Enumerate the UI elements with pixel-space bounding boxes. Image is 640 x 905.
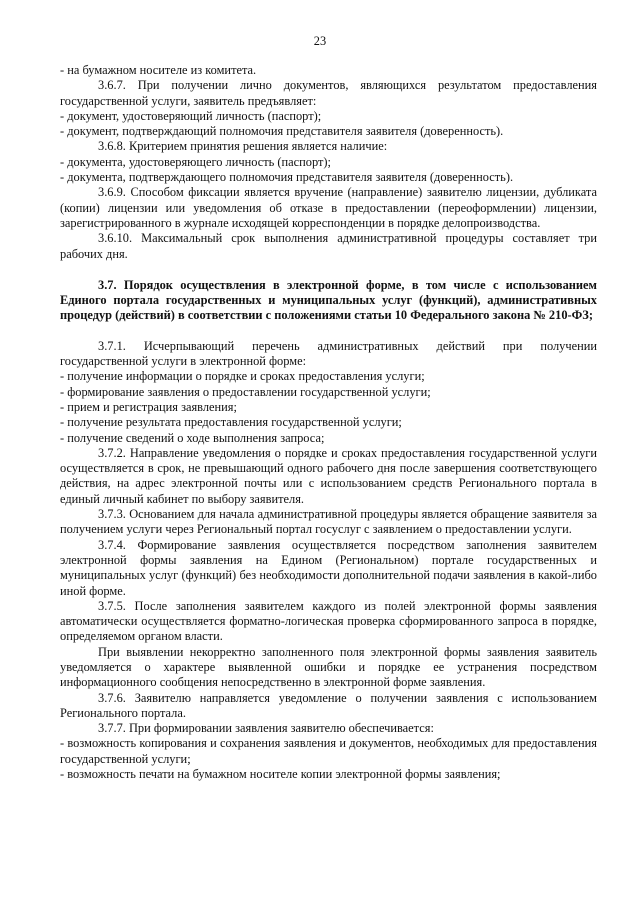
paragraph: - получение сведений о ходе выполнения запроса; — [60, 430, 325, 445]
paragraph: - документ, подтверждающий полномочия представителя заявителя (доверенность). — [60, 124, 504, 139]
paragraph: 3.7.1. Исчерпывающий перечень административных действий при получении государственной услуги в электронной форме: — [60, 338, 597, 369]
paragraph: - документа, удостоверяющего личность (паспорт); — [60, 154, 331, 169]
paragraph: - документ, удостоверяющий личность (паспорт); — [60, 108, 322, 123]
paragraph: 3.6.8. Критерием принятия решения является наличие: — [98, 139, 388, 154]
paragraph: - формирование заявления о предоставлении государственной услуги; — [60, 384, 431, 399]
spacer — [60, 262, 597, 278]
paragraph: 3.7.6. Заявителю направляется уведомление о получении заявления с использованием Регионального портала. — [60, 690, 597, 720]
section-3-7-block — [60, 339, 597, 783]
paragraph: При выявлении некорректно заполненного поля электронной формы заявления заявитель уведомляется о характере выявленной ошибки и порядке ее устранения посредством информационного сообщения непосредственно в электронной форме заявления. — [60, 644, 597, 690]
paragraph: - прием и регистрация заявления; — [60, 399, 237, 414]
spacer — [60, 324, 597, 339]
section-3-6-block — [60, 63, 597, 262]
paragraph: - возможность печати на бумажном носителе копии электронной формы заявления; — [60, 767, 501, 782]
paragraph: 3.7.4. Формирование заявления осуществляется посредством заполнения заявителем электронной формы заявления на Едином (Региональном) портале государственных и муниципальных услуг (функций) без необходимости дополнительной подачи заявления в какой-либо иной форме. — [60, 537, 597, 598]
paragraph: - документа, подтверждающего полномочия представителя заявителя (доверенность). — [60, 170, 514, 185]
document-body — [60, 63, 597, 782]
paragraph: - получение информации о порядке и сроках предоставления услуги; — [60, 369, 425, 384]
paragraph: 3.7.3. Основанием для начала административной процедуры является обращение заявителя за получением услуги через Региональный портал госуслуг с заявлением о предоставлении услуги. — [60, 507, 597, 537]
paragraph: 3.6.9. Способом фиксации является вручение (направление) заявителю лицензии, дубликата (копии) лицензии или уведомления об отказе в предоставлении (переоформлении) лицензии, зарегистрированного в журнале исходящей корреспонденции в порядке делопроизводства. — [60, 185, 597, 230]
paragraph: 3.6.7. При получении лично документов, являющихся результатом предоставления государственной услуги, заявитель предъявляет: — [60, 78, 597, 108]
paragraph: 3.7.7. При формировании заявления заявителю обеспечивается: — [98, 721, 434, 736]
section-heading: 3.7. Порядок осуществления в электронной форме, в том числе с использованием Единого портала государственных и муниципальных услуг (функций), административных процедур (действий) в соответствии с положениями статьи 10 Федерального закона № 210-ФЗ; — [60, 277, 597, 323]
paragraph: - на бумажном носителе из комитета. — [60, 63, 257, 77]
paragraph: 3.7.2. Направление уведомления о порядке и сроках предоставления государственной услуги осуществляется в срок, не превышающий одного рабочего дня после завершения соответствующего действия, на адрес электронной почты или с использованием средств Регионального портала в единый личный кабинет по выбору заявителя. — [60, 445, 597, 506]
paragraph: 3.7.5. После заполнения заявителем каждого из полей электронной формы заявления автоматически осуществляется форматно-логическая проверка сформированного запроса в порядке, определяемом органом власти. — [60, 598, 597, 644]
paragraph: - возможность копирования и сохранения заявления и документов, необходимых для предоставления государственной услуги; — [60, 736, 597, 766]
paragraph: 3.6.10. Максимальный срок выполнения административной процедуры составляет три рабочих дня. — [60, 231, 597, 261]
paragraph: - получение результата предоставления государственной услуги; — [60, 415, 402, 430]
page-number: 23 — [313, 34, 327, 48]
